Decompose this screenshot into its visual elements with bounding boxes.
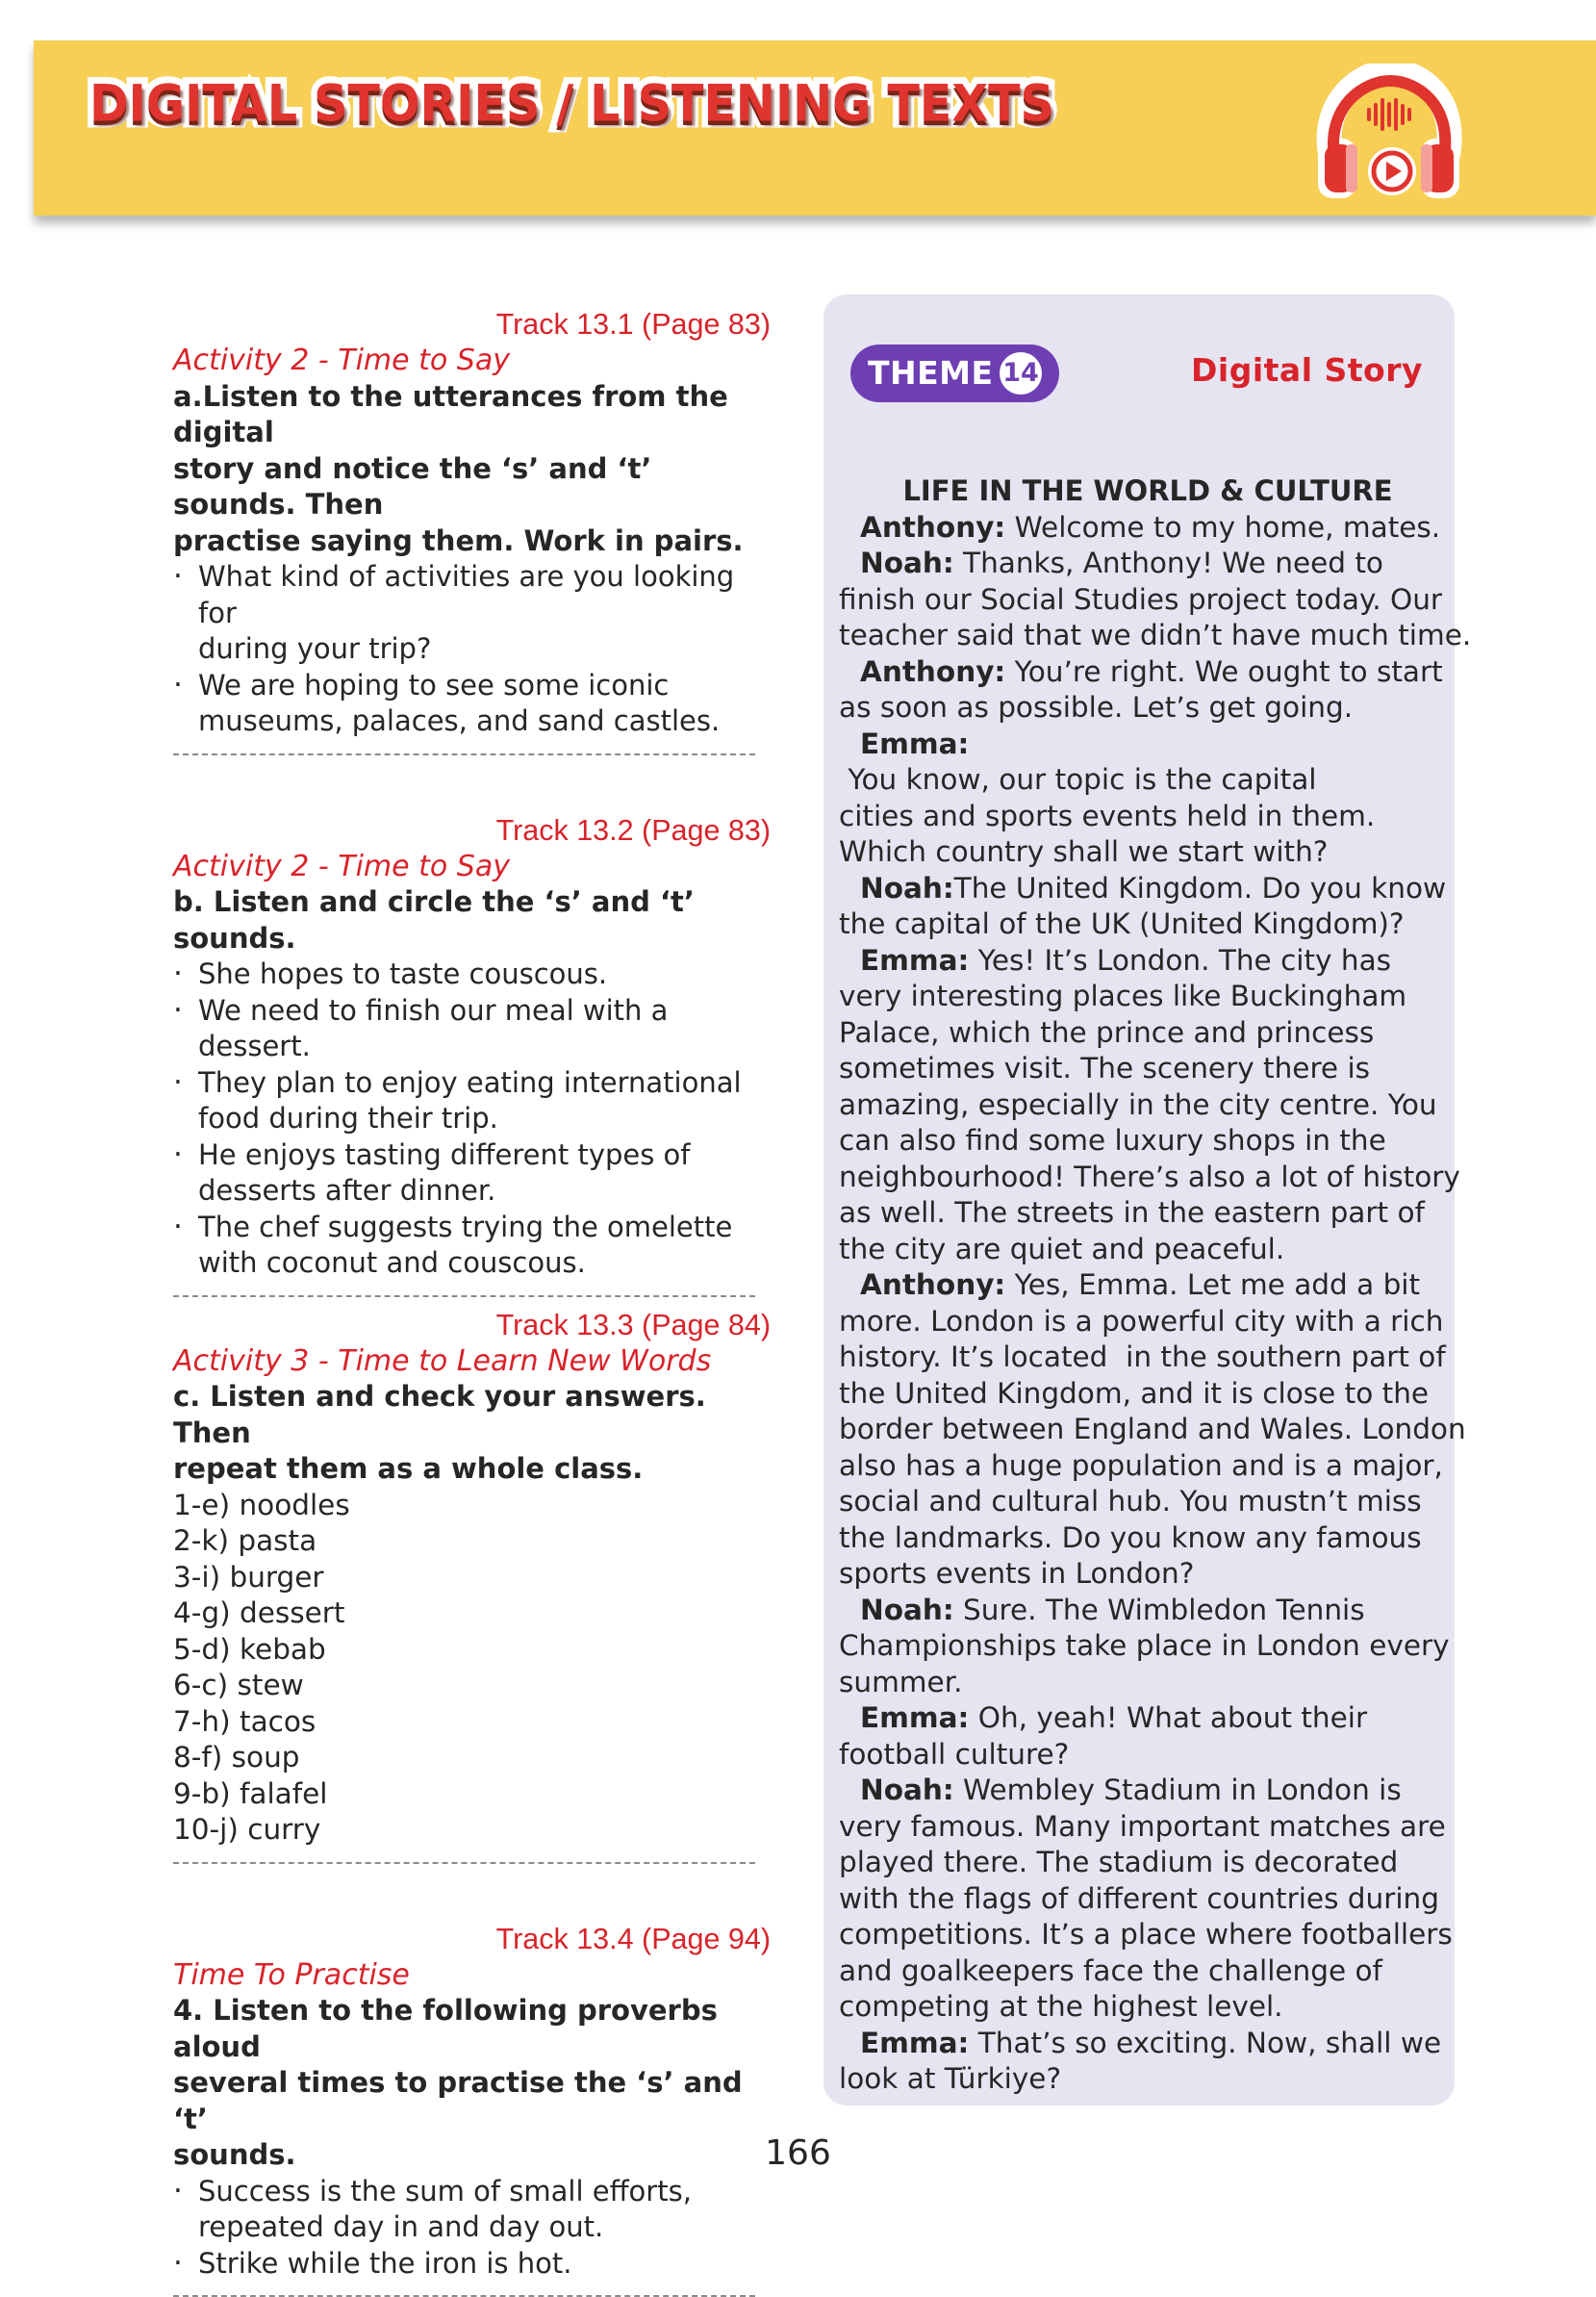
track-label: Track 13.2 (Page 83) xyxy=(495,813,771,847)
bullet-item: · They plan to enjoy eating international food during their trip. xyxy=(173,1065,770,1137)
dialogue-line xyxy=(839,1953,1445,1990)
dialogue-text: finish our Social Studies project today. Our xyxy=(839,582,1443,616)
instruction-line: practise saying them. Work in pairs. xyxy=(173,523,744,557)
bullet-item: · He enjoys tasting different types of desserts after dinner. xyxy=(173,1137,770,1210)
instruction-line: c. Listen and check your answers. Then xyxy=(173,1380,706,1449)
listening-texts-column xyxy=(173,306,770,2297)
speaker-name: Noah: xyxy=(860,1593,954,1626)
bullet-item: · We need to finish our meal with a dessert. xyxy=(173,993,770,1065)
dialogue-text: sports events in London? xyxy=(839,1557,1195,1590)
dialogue-line xyxy=(839,2061,1445,2098)
dialogue-text: more. London is a powerful city with a rich xyxy=(839,1304,1444,1338)
dialogue-text: Yes, Emma. Let me add a bit xyxy=(1005,1268,1421,1301)
dialogue-line-speaker xyxy=(839,1700,1445,1737)
dialogue-text: Thanks, Anthony! We need to xyxy=(953,547,1383,579)
speaker-name: Noah: xyxy=(860,1774,954,1806)
answer-item: 6-c) stew xyxy=(173,1669,304,1701)
headphones-play-icon xyxy=(1313,64,1462,208)
dialogue-text: competitions. It’s a place where footballers xyxy=(839,1918,1453,1951)
dialogue-line xyxy=(839,1448,1445,1485)
speaker-name: Emma: xyxy=(860,2026,970,2059)
dialogue-text: competing at the highest level. xyxy=(839,1990,1283,2023)
dialogue-text: Wembley Stadium in London is xyxy=(953,1774,1402,1806)
dialogue-line xyxy=(839,1665,1445,1701)
dialogue-text: Yes! It’s London. The city has xyxy=(969,943,1392,977)
dialogue-text: amazing, especially in the city centre. You xyxy=(839,1087,1437,1121)
activity-label: Time To Practise xyxy=(173,1957,410,1992)
dialogue-text: social and cultural hub. You mustn’t miss xyxy=(839,1485,1422,1518)
dialogue-line xyxy=(839,1195,1445,1232)
dialogue-text: the landmarks. Do you know any famous xyxy=(839,1520,1422,1554)
dialogue-text: summer. xyxy=(839,1665,963,1698)
answer-item: 8-f) soup xyxy=(173,1741,300,1774)
dialogue-line xyxy=(839,834,1445,871)
dialogue-line-speaker xyxy=(839,654,1445,691)
dialogue-line xyxy=(839,1556,1445,1593)
dialogue-text: Oh, yeah! What about their xyxy=(969,1701,1368,1734)
dialogue-line xyxy=(839,1376,1445,1413)
dialogue-line xyxy=(839,906,1445,943)
dialogue-text: very famous. Many important matches are xyxy=(839,1809,1446,1843)
dialogue-text: teacher said that we didn’t have much time. xyxy=(839,619,1472,651)
dialogue-line-speaker xyxy=(839,510,1445,547)
dialogue-text: That’s so exciting. Now, shall we xyxy=(969,2026,1442,2059)
activity-label: Activity 3 - Time to Learn New Words xyxy=(173,1343,712,1378)
track-label: Track 13.3 (Page 84) xyxy=(495,1308,771,1341)
instruction-line: several times to practise the ‘s’ and ‘t’ xyxy=(173,2066,743,2135)
answer-item: 9-b) falafel xyxy=(173,1776,328,1810)
dialogue-line-speaker xyxy=(839,2026,1445,2062)
bullet-item: · Strike while the iron is hot. xyxy=(173,2246,770,2283)
instruction-line: a.Listen to the utterances from the digital xyxy=(173,379,728,448)
dialogue-text: look at Türkiye? xyxy=(839,2062,1062,2095)
dialogue-text: Which country shall we start with? xyxy=(839,835,1329,868)
speaker-name: Emma: xyxy=(860,727,970,760)
theme-badge xyxy=(850,345,1059,402)
bullet-item: · What kind of activities are you looking for during your trip? xyxy=(173,559,770,668)
speaker-name: Emma: xyxy=(860,1701,970,1734)
dialogue-text: Welcome to my home, mates. xyxy=(1005,510,1441,544)
dialogue-text: as soon as possible. Let’s get going. xyxy=(839,691,1354,724)
dialogue-line xyxy=(839,1232,1445,1268)
speaker-name: Anthony: xyxy=(860,510,1006,544)
answer-item: 10-j) curry xyxy=(173,1813,321,1846)
speaker-name: Noah: xyxy=(860,547,954,579)
instruction-line: b. Listen and circle the ‘s’ and ‘t’ sounds. xyxy=(173,885,695,955)
dialogue-text: and goalkeepers face the challenge of xyxy=(839,1953,1382,1987)
dialogue-line-speaker xyxy=(839,546,1445,582)
dialogue-line xyxy=(839,1160,1460,1196)
answer-item: 2-k) pasta xyxy=(173,1524,317,1557)
dialogue-text: You’re right. We ought to start xyxy=(1005,654,1443,688)
bullet-item: · We are hoping to see some iconic museums, palaces, and sand castles. xyxy=(173,668,770,740)
dialogue-text: as well. The streets in the eastern part of xyxy=(839,1196,1425,1229)
dialogue-line xyxy=(839,1412,1466,1448)
story-text xyxy=(839,473,1472,2098)
answer-item: 1-e) noodles xyxy=(173,1488,350,1521)
dialogue-line-speaker xyxy=(839,943,1445,980)
dialogue-text: can also find some luxury shops in the xyxy=(839,1124,1386,1157)
speaker-name: Anthony: xyxy=(860,654,1006,688)
dialogue-line xyxy=(839,1845,1445,1881)
dialogue-text: You know, our topic is the capital xyxy=(839,763,1317,796)
track-label: Track 13.1 (Page 83) xyxy=(495,308,771,341)
dialogue-text: the capital of the UK (United Kingdom)? xyxy=(839,907,1405,940)
dialogue-text: the city are quiet and peaceful. xyxy=(839,1232,1285,1265)
instruction-line: sounds. xyxy=(173,2138,296,2171)
dialogue-line-speaker xyxy=(839,1773,1445,1809)
theme-number: 14 xyxy=(1000,352,1042,395)
dialogue-line xyxy=(839,1989,1445,2026)
theme-label: THEME xyxy=(868,354,994,392)
speaker-name: Noah: xyxy=(860,871,954,905)
dialogue-line xyxy=(839,1087,1445,1124)
activity-label: Activity 2 - Time to Say xyxy=(173,849,510,883)
dialogue-line xyxy=(839,1628,1450,1665)
dialogue-line xyxy=(839,1917,1453,1953)
answer-item: 3-i) burger xyxy=(173,1560,324,1594)
story-title: LIFE IN THE WORLD & CULTURE xyxy=(902,474,1393,507)
dialogue-text: the United Kingdom, and it is close to the xyxy=(839,1376,1430,1410)
dialogue-text: border between England and Wales. London xyxy=(839,1413,1466,1445)
bullet-item: · Success is the sum of small efforts, repeated day in and day out. xyxy=(173,2174,770,2246)
page-number: 166 xyxy=(765,2133,831,2173)
dialogue-text: Palace, which the prince and princess xyxy=(839,1015,1375,1049)
digital-story-label: Digital Story xyxy=(1191,351,1423,389)
speaker-name: Anthony: xyxy=(860,1268,1006,1301)
dialogue-line-speaker xyxy=(839,1593,1445,1629)
dialogue-line xyxy=(839,618,1472,654)
activity-label: Activity 2 - Time to Say xyxy=(173,344,510,377)
dialogue-line xyxy=(839,979,1445,1015)
dialogue-text: also has a huge population and is a major, xyxy=(839,1448,1443,1482)
dialogue-line-speaker xyxy=(839,871,1445,907)
track-label: Track 13.4 (Page 94) xyxy=(495,1922,771,1955)
instruction-line: 4. Listen to the following proverbs aloud xyxy=(173,1994,718,2063)
bullet-item: · The chef suggests trying the omelette with coconut and couscous. xyxy=(173,1210,770,1282)
answer-item: 7-h) tacos xyxy=(173,1704,317,1738)
dialogue-text: The United Kingdom. Do you know xyxy=(953,871,1447,905)
dialogue-line xyxy=(839,1809,1445,1846)
answer-item: 4-g) dessert xyxy=(173,1596,345,1629)
dialogue-line xyxy=(839,690,1445,727)
dialogue-line-speaker xyxy=(839,727,1445,799)
dialogue-line xyxy=(839,799,1445,835)
dialogue-line xyxy=(839,1484,1445,1520)
dialogue-line xyxy=(839,1881,1445,1918)
dialogue-text: neighbourhood! There’s also a lot of history xyxy=(839,1160,1460,1193)
dialogue-text: history. It’s located in the southern part of xyxy=(839,1340,1446,1373)
dialogue-line xyxy=(839,1123,1445,1160)
dialogue-text: Sure. The Wimbledon Tennis xyxy=(953,1593,1365,1626)
instruction-line: story and notice the ‘s’ and ‘t’ sounds. Then xyxy=(173,451,652,521)
speaker-name: Emma: xyxy=(860,943,970,977)
digital-story-panel xyxy=(823,294,1472,2106)
dialogue-text: Championships take place in London every xyxy=(839,1629,1450,1662)
dialogue-line xyxy=(839,1520,1445,1557)
answer-item: 5-d) kebab xyxy=(173,1632,326,1666)
dialogue-line xyxy=(839,1340,1445,1376)
dialogue-text: sometimes visit. The scenery there is xyxy=(839,1052,1371,1085)
dialogue-line xyxy=(839,582,1445,619)
dialogue-line xyxy=(839,1015,1445,1052)
dialogue-line xyxy=(839,1051,1445,1087)
dialogue-text: football culture? xyxy=(839,1737,1070,1771)
dialogue-line-speaker xyxy=(839,1267,1445,1304)
bullet-item: · She hopes to taste couscous. xyxy=(173,957,770,993)
dialogue-text: cities and sports events held in them. xyxy=(839,799,1376,832)
dialogue-text: played there. The stadium is decorated xyxy=(839,1846,1399,1878)
dialogue-text: very interesting places like Buckingham xyxy=(839,980,1407,1012)
dialogue-text: with the flags of different countries during xyxy=(839,1881,1439,1915)
page-title: DIGITAL STORIES / LISTENING TEXTS xyxy=(89,74,1054,134)
dialogue-line xyxy=(839,1304,1445,1340)
dialogue-line xyxy=(839,1737,1445,1774)
instruction-line: repeat them as a whole class. xyxy=(173,1452,644,1485)
